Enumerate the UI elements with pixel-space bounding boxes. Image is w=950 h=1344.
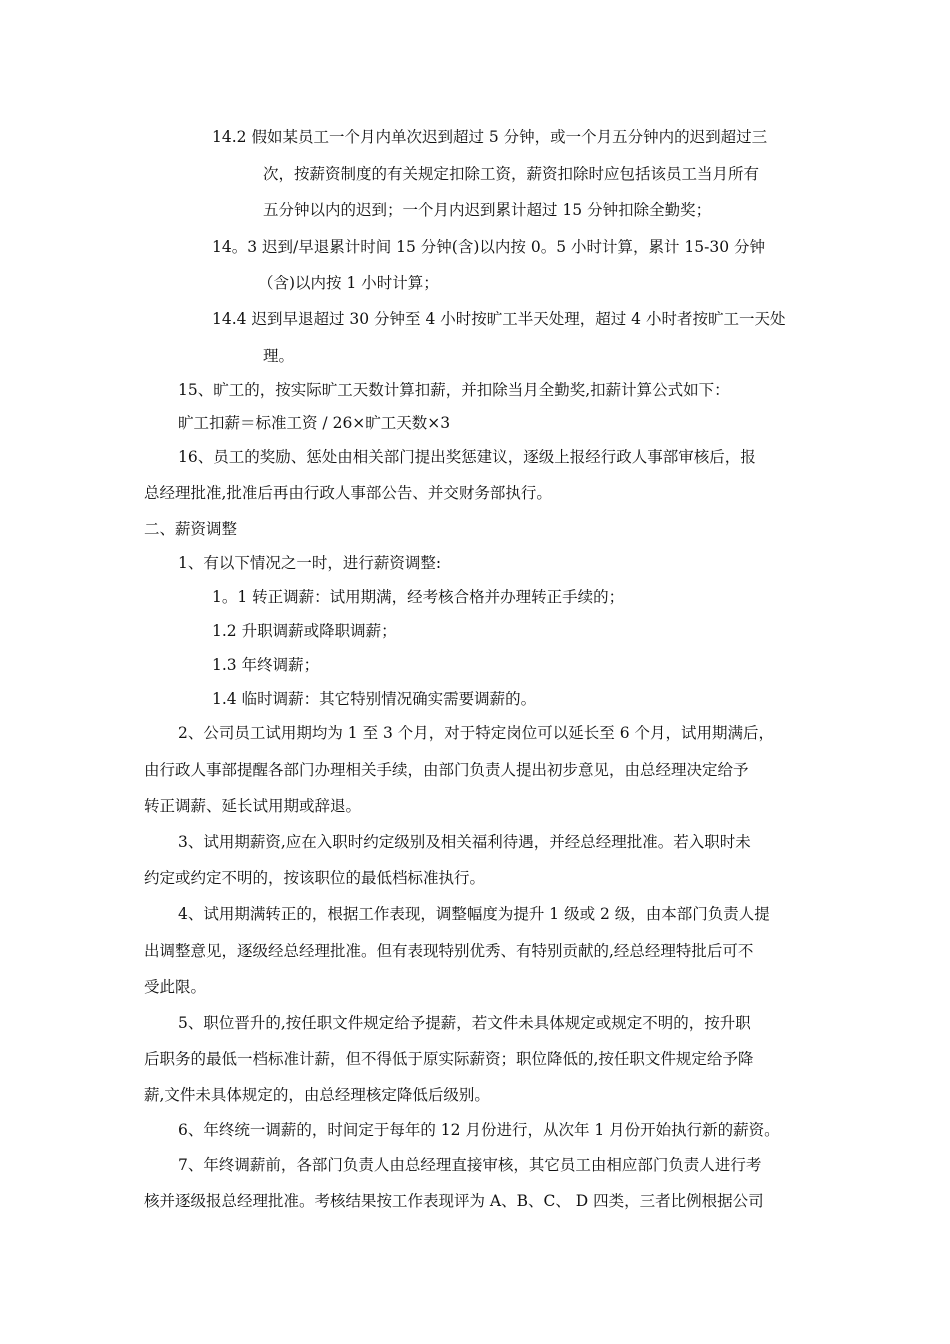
item-1-1-line: 1。1 转正调薪：试用期满，经考核合格并办理转正手续的； — [212, 588, 625, 606]
item-5-line-1: 5、职位晋升的,按任职文件规定给予提薪，若文件未具体规定或规定不明的，按升职 — [178, 1014, 751, 1032]
item-3-line-1: 3、试用期薪资,应在入职时约定级别及相关福利待遇，并经总经理批准。若入职时未 — [178, 833, 751, 851]
item-5-line-3: 薪,文件未具体规定的，由总经理核定降低后级别。 — [144, 1086, 490, 1104]
item-4-line-1: 4、试用期满转正的，根据工作表现，调整幅度为提升 1 级或 2 级，由本部门负责人提 — [178, 905, 770, 923]
item-4-line-2: 出调整意见，逐级经总经理批准。但有表现特别优秀、有特别贡献的,经总经理特批后可不 — [144, 942, 754, 960]
clause-16-line-1: 16、员工的奖励、惩处由相关部门提出奖惩建议，逐级上报经行政人事部审核后，报 — [178, 448, 756, 466]
clause-14-2-line-2: 次，按薪资制度的有关规定扣除工资，薪资扣除时应包括该员工当月所有 — [263, 165, 760, 183]
item-7-line-1: 7、年终调薪前，各部门负责人由总经理直接审核，其它员工由相应部门负责人进行考 — [178, 1156, 762, 1174]
item-1-line: 1、有以下情况之一时，进行薪资调整: — [178, 554, 442, 572]
item-2-line-3: 转正调薪、延长试用期或辞退。 — [144, 797, 362, 815]
clause-14-3-line-2: （含)以内按 1 小时计算； — [258, 274, 439, 292]
item-7-line-2: 核并逐级报总经理批准。考核结果按工作表现评为 A、B、C、 D 四类，三者比例根据公司 — [144, 1192, 764, 1210]
clause-14-2-line-1: 14.2 假如某员工一个月内单次迟到超过 5 分钟，或一个月五分钟内的迟到超过三 — [212, 128, 768, 146]
clause-15-line: 15、旷工的，按实际旷工天数计算扣薪，并扣除当月全勤奖,扣薪计算公式如下： — [178, 381, 730, 399]
item-1-3-line: 1.3 年终调薪； — [212, 656, 320, 674]
item-3-line-2: 约定或约定不明的，按该职位的最低档标准执行。 — [144, 869, 486, 887]
item-4-line-3: 受此限。 — [144, 978, 207, 996]
item-1-4-line: 1.4 临时调薪：其它特别情况确实需要调薪的。 — [212, 690, 537, 708]
item-2-line-1: 2、公司员工试用期均为 1 至 3 个月，对于特定岗位可以延长至 6 个月，试用期满后， — [178, 724, 775, 742]
item-2-line-2: 由行政人事部提醒各部门办理相关手续，由部门负责人提出初步意见，由总经理决定给予 — [144, 761, 749, 779]
clause-16-line-2: 总经理批准,批准后再由行政人事部公告、并交财务部执行。 — [144, 484, 552, 502]
section-heading-salary-adjustment: 二、薪资调整 — [144, 520, 238, 538]
clause-14-3-line-1: 14。3 迟到/早退累计时间 15 分钟(含)以内按 0。5 小时计算，累计 15-30 分钟 — [212, 238, 766, 256]
clause-14-2-line-3: 五分钟以内的迟到；一个月内迟到累计超过 15 分钟扣除全勤奖； — [263, 201, 712, 219]
item-6-line: 6、年终统一调薪的，时间定于每年的 12 月份进行，从次年 1 月份开始执行新的薪资。 — [178, 1121, 780, 1139]
absence-formula-line: 旷工扣薪＝标准工资 / 26×旷工天数×3 — [178, 414, 451, 432]
clause-14-4-line-1: 14.4 迟到早退超过 30 分钟至 4 小时按旷工半天处理，超过 4 小时者按旷工一天处 — [212, 310, 786, 328]
item-5-line-2: 后职务的最低一档标准计薪，但不得低于原实际薪资；职位降低的,按任职文件规定给予降 — [144, 1050, 754, 1068]
clause-14-4-line-2: 理。 — [263, 347, 295, 365]
item-1-2-line: 1.2 升职调薪或降职调薪； — [212, 622, 397, 640]
